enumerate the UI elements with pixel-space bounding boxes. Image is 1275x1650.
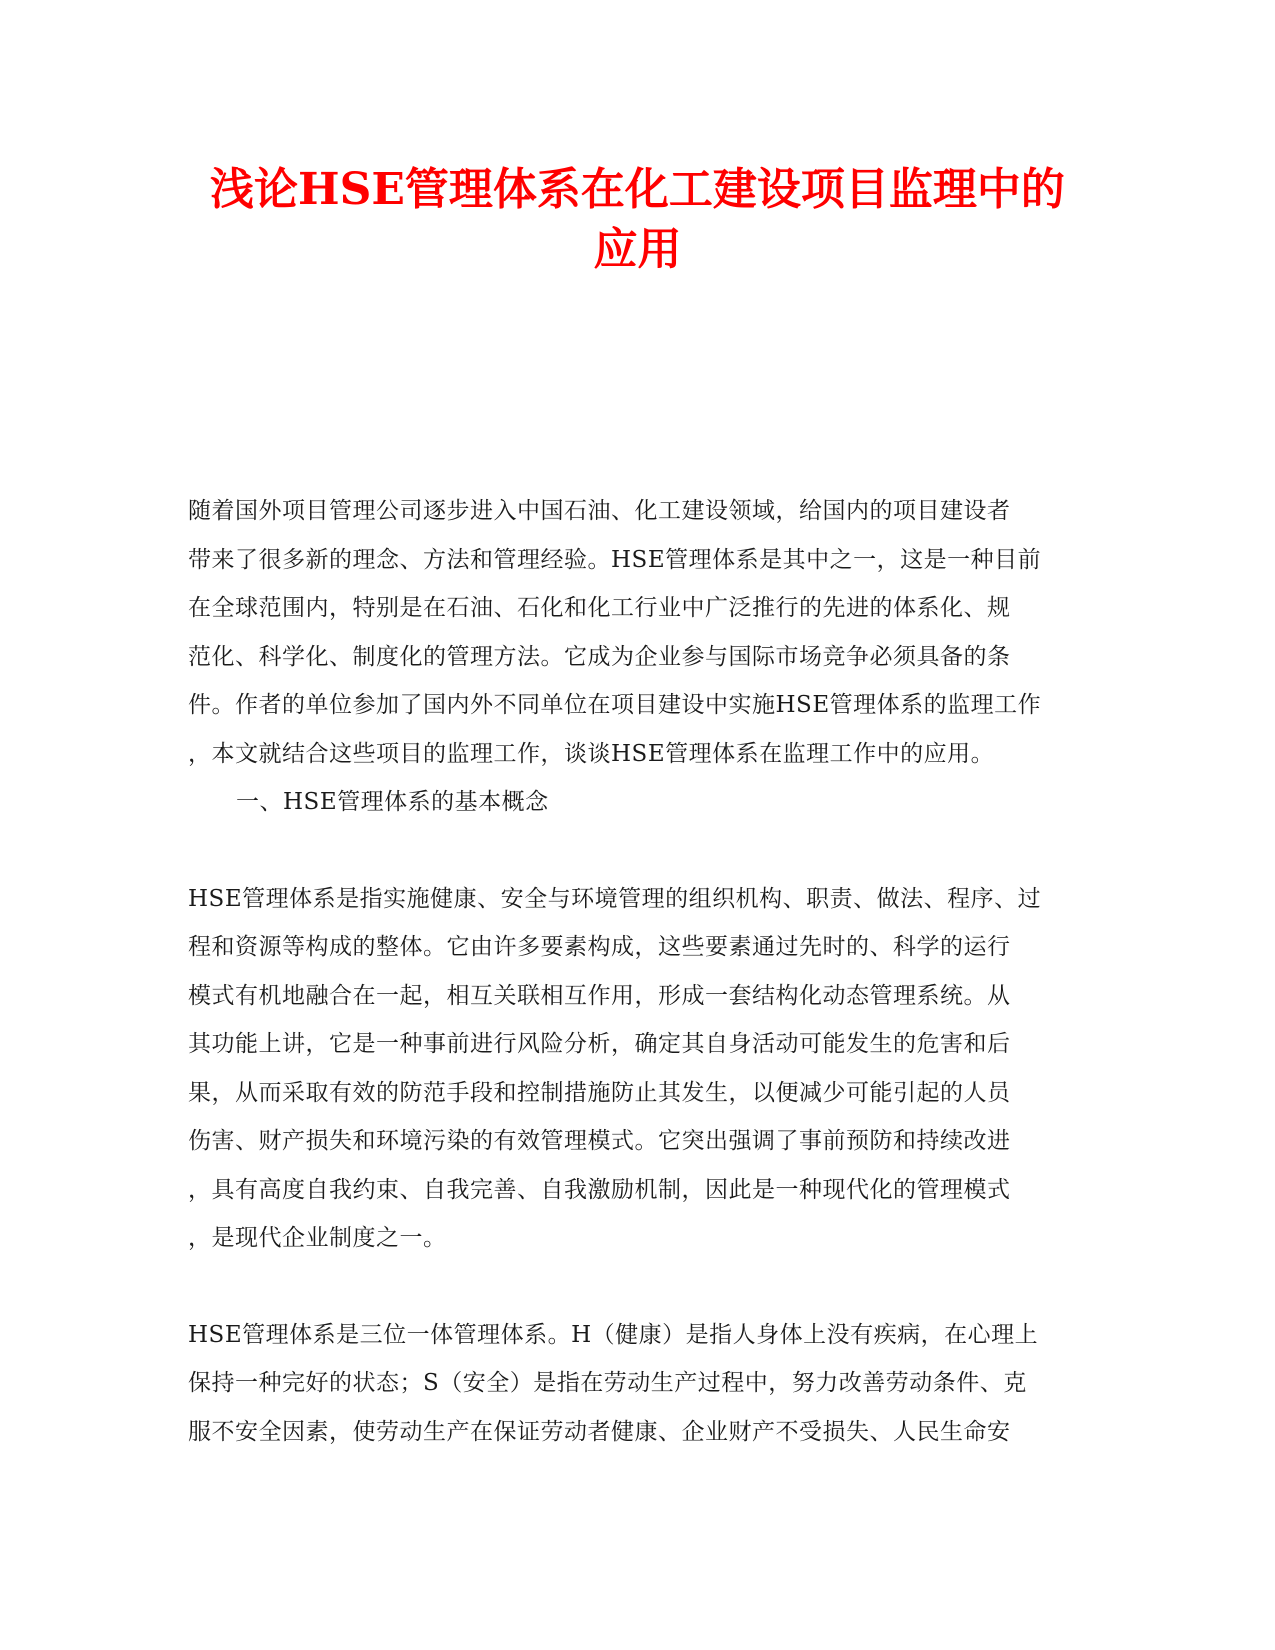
- paragraph-line: 程和资源等构成的整体。它由许多要素构成，这些要素通过先时的、科学的运行: [188, 934, 1011, 960]
- paragraph-gap: [188, 1263, 1083, 1311]
- document-body: [188, 487, 1083, 1456]
- paragraph-line: 伤害、财产损失和环境污染的有效管理模式。它突出强调了事前预防和持续改进: [188, 1128, 1011, 1154]
- paragraph-line: HSE管理体系是指实施健康、安全与环境管理的组织机构、职责、做法、程序、过: [188, 885, 1042, 912]
- paragraph-concept: [188, 875, 1083, 1263]
- paragraph-line: 范化、科学化、制度化的管理方法。它成为企业参与国际市场竞争必须具备的条: [188, 643, 1011, 670]
- paragraph-line: 带来了很多新的理念、方法和管理经验。HSE管理体系是其中之一，这是一种目前: [188, 546, 1042, 573]
- title-line-2: 应用: [593, 224, 682, 275]
- paragraph-line: 其功能上讲，它是一种事前进行风险分析，确定其自身活动可能发生的危害和后: [188, 1031, 1011, 1057]
- paragraph-line: 模式有机地融合在一起，相互关联相互作用，形成一套结构化动态管理系统。从: [188, 982, 1011, 1009]
- paragraph-line: 件。作者的单位参加了国内外不同单位在项目建设中实施HSE管理体系的监理工作: [188, 692, 1042, 718]
- section-heading-1: 一、HSE管理体系的基本概念: [236, 789, 549, 815]
- paragraph-line: 果，从而采取有效的防范手段和控制措施防止其发生，以便减少可能引起的人员: [188, 1079, 1011, 1106]
- paragraph-gap: [188, 827, 1083, 875]
- paragraph-line: ，具有高度自我约束、自我完善、自我激励机制，因此是一种现代化的管理模式: [188, 1176, 1011, 1203]
- paragraph-line: 保持一种完好的状态；S（安全）是指在劳动生产过程中，努力改善劳动条件、克: [188, 1370, 1027, 1396]
- paragraph-line: 在全球范围内，特别是在石油、石化和化工行业中广泛推行的先进的体系化、规: [188, 595, 1011, 621]
- paragraph-three-in-one: [188, 1311, 1083, 1457]
- title-line-1: 浅论HSE管理体系在化工建设项目监理中的: [210, 164, 1065, 215]
- paragraph-line: HSE管理体系是三位一体管理体系。H（健康）是指人身体上没有疾病，在心理上: [188, 1321, 1039, 1348]
- paragraph-line: ，本文就结合这些项目的监理工作，谈谈HSE管理体系在监理工作中的应用。: [188, 740, 995, 767]
- paragraph-line: 服不安全因素，使劳动生产在保证劳动者健康、企业财产不受损失、人民生命安: [188, 1418, 1011, 1445]
- document-title: [170, 160, 1105, 280]
- paragraph-line: ，是现代企业制度之一。: [188, 1225, 447, 1251]
- paragraph-intro: [188, 487, 1083, 778]
- paragraph-line: 随着国外项目管理公司逐步进入中国石油、化工建设领域，给国内的项目建设者: [188, 498, 1011, 524]
